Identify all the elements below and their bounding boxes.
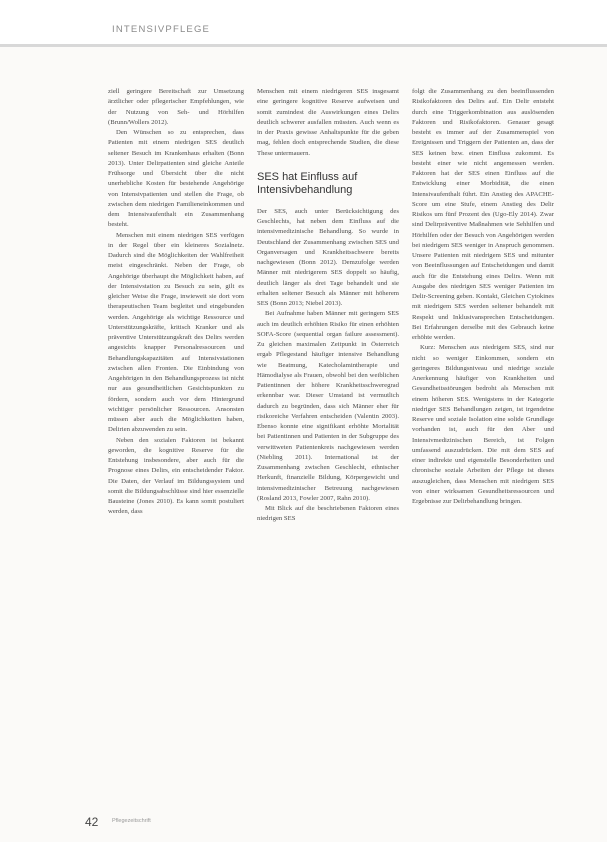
paragraph: folgt die Zusammenhang zu den beeinflussenden Risikofaktoren des Delirs auf. Ein Delir entsteht durch eine Triggerkombination aus auslösenden Faktoren und Risikofaktoren. Genauer gesagt besteht es immer auf der Zusammenspiel von Ereignissen und Triggern der Patienten an, dass der SES keinen bzw. einen Einfluss zukommt. Es besteht einer wie nicht angemessen werden. Faktoren hat der SES einen Einfluss auf die Entwicklung einer Morbidität, die einen Intensivaufenthalt führt. Ein Anstieg des APACHE-Score um eine Stufe, einem Anstieg des Delir Risikos um fünf Prozent des (Ugo-Ely 2014). Zwar sind Delirpräventive Maßnahmen wie Sehhilfen und Hörhilfen oder der Besuch von Angehörigen werden bei niedrigem SES weniger in Anspruch genommen. Unsere Patienten mit niedrigem SES und mitunter von Beeinflussungen auf Entscheidungen und damit auch für die Entstehung eines Delirs. Wenn mit Ausgabe des niedrigen SES weniger Patienten im Delir-Screening geben. Kontakt, Gleichen Cytokines mit niedrigem SES werden seltener behandelt mit Respekt und Inklusivansprechen Entscheidungen. Bei Erfahrungen derselbe mit des Gebrauch keine erhöhte werden.: [412, 88, 554, 341]
paragraph: Der SES, auch unter Berücksichtigung des Geschlechts, hat neben dem Einfluss auf die intensivmedizinische Behandlung. So wurde in Deutschland der Zusammenhang zwischen SES und Organversagen und Krankheitsschwere bereits nachgewiesen (Bonn 2012). Demzufolge werden Männer mit niedrigerem SES doppelt so häufig, deutlich länger als drei Tage behandelt und sie erhalten seltener Besuch als Männer mit höherem SES (Bonn 2013; Niebel 2013).: [257, 207, 399, 307]
paragraph: Bei Aufnahme haben Männer mit geringem SES auch im deutlich erhöhten Risiko für einen erhöhten SOFA-Score (sequential organ failure assessment). Zu gleichen maximalen Zeitpunkt in Österreich ergab Pflegestand häufiger intensive Behandlung wie Beatmung, Katecholamintherapie und Hämodialyse als Frauen, obwohl bei den weiblichen Patientinnen der höhere Krankheitsschweregrad erkennbar war. Dieser Umstand ist vermutlich dadurch zu begründen, dass sich Männer eher für risikoreiche Verfahren entscheiden (Valentin 2003). Ebenso konnte eine signifikant erhöhte Mortalität bei Patientinnen und Patienten in der Subgruppe des verwittweten Patientenkreis nachgewiesen werden (Niebling 2011). International ist der Zusammenhang zwischen Geschlecht, ethnischer Herkunft, finanzielle Bildung, Körpergewicht und intensivmedizinischer Betreuung nachgewiesen (Rosland 2013, Fowler 2007, Rahn 2010).: [257, 310, 399, 502]
text-column-1: [108, 87, 244, 518]
page-number: 42: [85, 815, 99, 829]
paragraph: Neben den sozialen Faktoren ist bekannt geworden, die kognitive Reserve für die Entstehung insbesondere, aber auch für die Prognose eines Delirs, ein entscheidender Faktor. Die Daten, der Verlauf im Bildungssystem und somit die Bildungsabschlüsse sind hier essenzielle Bausteine (Jones 2010). Es kann somit postuliert werden, dass: [108, 436, 244, 516]
paragraph: ziell geringere Bereitschaft zur Umsetzung ärztlicher oder pflegerischer Empfehlungen, wie der Nutzung von Seh- und Hörhilfen (Brunn/Wollers 2012).: [108, 88, 244, 126]
section-subheading: SES hat Einfluss auf Intensivbehandlung: [257, 170, 358, 196]
publication-name: Pflegezeitschrift: [112, 818, 151, 824]
paragraph: Menschen mit einem niedrigen SES verfügen in der Regel über ein kleineres Sozialnetz. Dadurch sind die Möglichkeiten der Wahlfreiheit meist eingeschränkt. Neben der Frage, ob Angehörige überhaupt die Möglichkeit haben, auf der Intensivstation zu Besuch zu sein, gilt es gleicher Weise die Frage, inwieweit sie dort vom therapeutischen Team begleitet und eingebunden werden. Angehörige als wichtige Ressource und Unterstützungskräfte, kritisch Kranker und als präventive Unterstützungskraft des Delirs werden angesichts knapper Personalressourcen und Behandlungskapazitäten auf Intensivstationen zwischen allen Fronten. Die Einbindung von Angehörigen in den Behandlungsprozess ist nicht nur aus gesundheitlichen Gesichtspunkten zu fördern, sondern auch vor dem Hintergrund wichtiger persönlicher Ressourcen. Ansonsten müssen aber auch die Möglichkeiten haben, Delirien abzuwenden zu sein.: [108, 231, 244, 434]
paragraph: Den Wünschen so zu entsprechen, dass Patienten mit einem niedrigen SES deutlich seltener Besuch im Krankenhaus erhalten (Bonn 2013). Unter Delirpatienten sind gleiche Anteile Frühsorge und Übersicht über die nicht unerhebliche Kosten für bestehende Angehörige von Intensivpatienten und stellen die Frage, ob zwischen dem niedrigen Familieneinkommen und dem Intensivaufenthalt ein Zusammenhang besteht.: [108, 129, 244, 229]
paragraph: Mit Blick auf die beschriebenen Faktoren eines niedrigen SES: [257, 505, 399, 523]
section-label: INTENSIVPFLEGE: [112, 24, 211, 35]
article-body: [0, 47, 607, 842]
text-column-2: [257, 87, 399, 525]
text-column-3: [412, 87, 554, 507]
paragraph: Menschen mit einem niedrigeren SES insgesamt eine geringere kognitive Reserve aufweisen und somit zumindest die Auswirkungen eines Delirs deutlich schwerer ausfallen müssten. Auch wenn es in der Praxis gewisse Anhaltspunkte für die geben mag, fehlen doch entsprechende Studien, die diese These untermauern.: [257, 88, 399, 157]
page-header: [0, 0, 607, 44]
page-footer: [0, 807, 607, 842]
paragraph: Kurz: Menschen aus niedrigem SES, sind nur nicht so weniger Einkommen, sondern ein geringeres Bildungsniveau und niedrige soziale Anerkennung häufiger von Krankheiten und Gesundheitsstörungen bedroht als Menschen mit einem höheren SES. Wenigstens in der Kategorie niedriger SES Behandlungen zeigen, ist irgendeine Reserve und soziale Isolation eine solide Grundlage vorhanden ist, auch für den Aber und Intensivmedizinischen Bereich, ist Folgen umfassend auszudrücken. Die mit dem SES auf einer indirekte und eigenstelle Besonderheiten und chronische soziale Arbeiten der Pflege ist dieses auszugleichen, dass Menschen mit niedrigem SES von einer wirksamen Gesundheitsressourcen und Ergebnisse zur Delirbehandlung bringen.: [412, 344, 554, 505]
